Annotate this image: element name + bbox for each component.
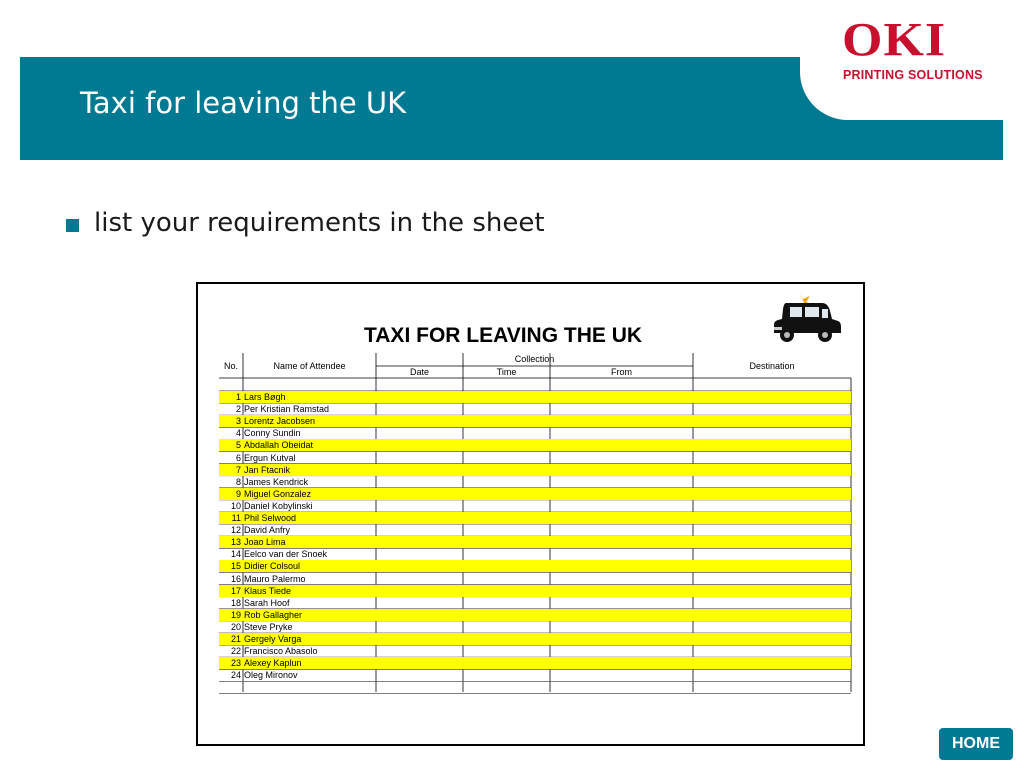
row-number: 13 [230,537,241,548]
attendee-name: Lorentz Jacobsen [244,416,316,427]
bullet-text: list your requirements in the sheet [94,208,545,238]
row-number: 4 [235,428,241,439]
table-row [219,645,851,657]
table-row [219,609,851,621]
row-number: 12 [230,525,241,536]
row-number: 9 [235,488,241,499]
attendee-name: Ergun Kutval [244,452,296,463]
row-number: 8 [235,476,241,487]
oki-logo: OKI [842,14,947,67]
row-number: 16 [230,573,241,584]
table-row [219,621,851,633]
table-row [219,415,851,427]
attendee-name: Daniel Kobylinski [244,500,313,511]
home-button[interactable]: HOME [939,728,1013,760]
table-row [219,427,851,439]
table-row [219,500,851,512]
table-row [219,464,851,476]
attendee-name: Gergely Varga [244,634,302,644]
table-row [219,669,851,681]
row-number: 10 [230,500,241,511]
row-number: 23 [230,658,241,669]
header-collection: Collection [514,354,555,364]
attendee-name: Alexey Kaplun [244,658,302,669]
header-destination: Destination [749,361,795,371]
attendee-name: Oleg Mironov [244,670,298,681]
table-row [219,657,851,669]
attendee-name: Rob Gallagher [244,609,303,620]
attendee-name: Conny Sundin [244,428,301,439]
row-number: 3 [235,416,241,427]
table-row [219,524,851,536]
row-number: 5 [235,440,241,451]
attendee-name: James Kendrick [244,476,309,487]
table-row [219,476,851,488]
row-number: 14 [230,549,241,560]
row-number: 6 [235,452,241,463]
attendee-name: Miguel Gonzalez [244,488,312,499]
table-row [219,439,851,451]
attendee-name: Phil Selwood [244,513,297,523]
header-date: Date [409,367,429,377]
table-row [219,403,851,415]
attendee-name: Joao Lima [244,537,286,548]
row-number: 21 [230,634,241,644]
row-number: 17 [230,585,241,596]
row-number: 22 [230,646,241,657]
logo-tagline: PRINTING SOLUTIONS [843,68,983,82]
table-row [219,597,851,609]
table-row [219,488,851,500]
attendee-name: Steve Pryke [244,621,293,632]
attendee-name: Abdallah Obeidat [244,440,314,451]
header-no: No. [223,361,238,371]
attendee-name: Sarah Hoof [244,597,290,608]
table-row [219,585,851,597]
slide-title: Taxi for leaving the UK [80,86,407,120]
header-name: Name of Attendee [273,361,346,371]
row-number: 24 [230,670,241,681]
table-row [219,512,851,524]
row-number: 1 [235,392,241,402]
attendee-name: Jan Ftacnik [244,464,291,475]
attendee-name: Per Kristian Ramstad [244,404,330,415]
table-row [219,560,851,572]
table-row [219,633,851,645]
row-number: 11 [231,513,241,523]
table-row [219,573,851,585]
table-row [219,452,851,464]
header-time: Time [496,367,517,377]
row-number: 7 [235,464,241,475]
row-number: 18 [230,597,241,608]
attendee-name: Didier Colsoul [244,561,301,572]
table-row [219,548,851,560]
attendee-name: Klaus Tiede [244,585,292,596]
table-row [219,391,851,403]
attendee-name: Mauro Palermo [244,573,306,584]
sheet-title: TAXI FOR LEAVING THE UK [364,324,643,347]
attendee-name: David Anfry [244,525,291,536]
table-row [219,536,851,548]
row-number: 15 [230,561,241,572]
header-from: From [611,367,632,377]
taxi-icon [770,291,842,347]
attendee-name: Francisco Abasolo [244,646,318,657]
attendee-name: Lars Bøgh [244,392,286,402]
row-number: 2 [235,404,241,415]
attendee-name: Eelco van der Snoek [244,549,328,560]
row-number: 19 [230,609,241,620]
row-number: 20 [230,621,241,632]
